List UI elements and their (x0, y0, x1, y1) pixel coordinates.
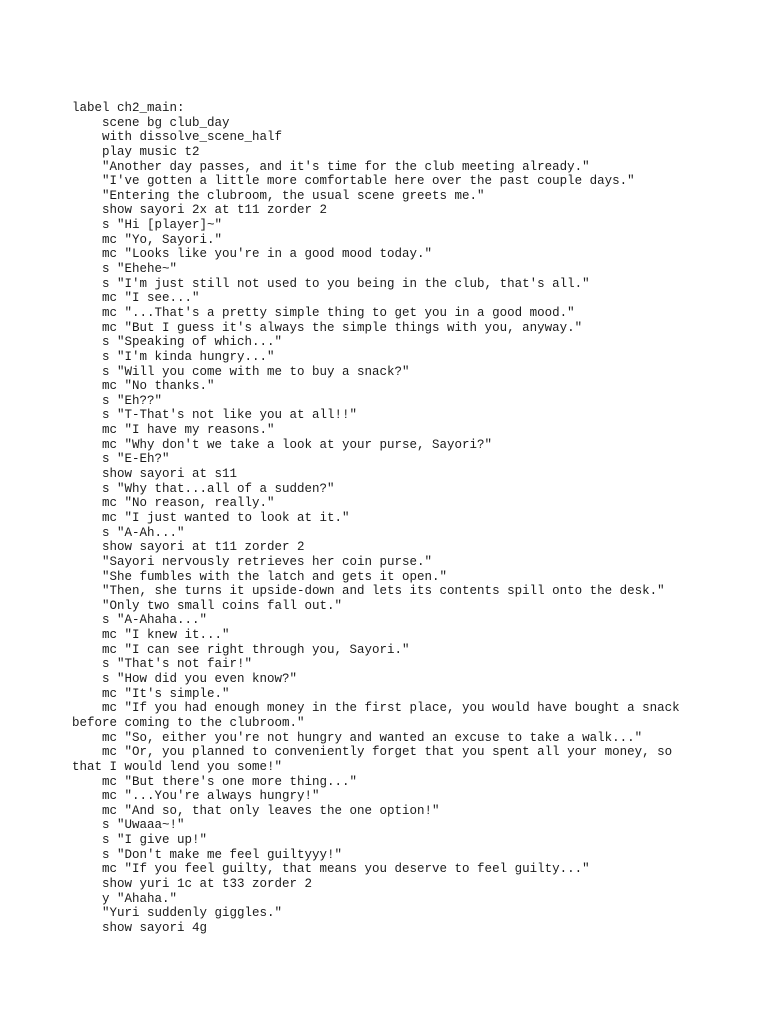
script-line: s "Uwaaa~!" (102, 818, 185, 833)
script-line: with dissolve_scene_half (102, 130, 283, 145)
script-line: s "How did you even know?" (102, 671, 298, 686)
script-line: mc "Or, you planned to conveniently forget that you spent all your money, so that I would lend you some!" (72, 745, 680, 774)
script-line: mc "And so, that only leaves the one option!" (102, 803, 440, 818)
script-line: s "E-Eh?" (102, 452, 170, 467)
script-line: mc "I can see right through you, Sayori." (102, 642, 410, 657)
script-line: s "Ehehe~" (102, 262, 178, 277)
script-line: show sayori 4g (102, 920, 208, 935)
script-line: s "I'm just still not used to you being in the club, that's all." (102, 276, 590, 291)
script-line: "Yuri suddenly giggles." (102, 906, 283, 921)
script-line: mc "But I guess it's always the simple things with you, anyway." (102, 320, 583, 335)
script-line: mc "...You're always hungry!" (102, 789, 320, 804)
script-line: mc "Why don't we take a look at your purse, Sayori?" (102, 437, 493, 452)
script-line: s "Speaking of which..." (102, 335, 283, 350)
script-line: mc "If you had enough money in the first place, you would have bought a snack before coming to the clubroom." (72, 701, 688, 730)
script-line: s "I'm kinda hungry..." (102, 349, 275, 364)
script-line: s "Why that...all of a sudden?" (102, 481, 335, 496)
script-line: "I've gotten a little more comfortable here over the past couple days." (102, 174, 635, 189)
script-line: s "A-Ah..." (102, 525, 185, 540)
script-label-line: label ch2_main: (72, 101, 185, 115)
script-line: mc "Yo, Sayori." (102, 232, 223, 247)
script-line: show yuri 1c at t33 zorder 2 (102, 877, 313, 892)
script-document (72, 101, 692, 936)
script-line: mc "But there's one more thing..." (102, 774, 358, 789)
script-line: s "A-Ahaha..." (102, 613, 208, 628)
script-line: s "Will you come with me to buy a snack?" (102, 364, 410, 379)
script-line: s "Don't make me feel guiltyyy!" (102, 847, 343, 862)
script-line: "Sayori nervously retrieves her coin purse." (102, 554, 433, 569)
script-line: s "That's not fair!" (102, 657, 253, 672)
script-line: "Then, she turns it upside-down and lets its contents spill onto the desk." (102, 584, 665, 599)
script-line: mc "It's simple." (102, 686, 230, 701)
script-line: "Another day passes, and it's time for the club meeting already." (102, 159, 590, 174)
script-line: mc "I have my reasons." (102, 423, 275, 438)
script-line: mc "I see..." (102, 291, 200, 306)
script-line: "Entering the clubroom, the usual scene greets me." (102, 188, 485, 203)
script-line: mc "Looks like you're in a good mood today." (102, 247, 433, 262)
script-line: s "T-That's not like you at all!!" (102, 408, 358, 423)
script-line: show sayori at s11 (102, 467, 238, 482)
script-line: mc "If you feel guilty, that means you deserve to feel guilty..." (102, 862, 590, 877)
script-line: mc "So, either you're not hungry and wanted an excuse to take a walk..." (102, 730, 643, 745)
script-line: "She fumbles with the latch and gets it open." (102, 569, 448, 584)
script-line: s "Hi [player]~" (102, 218, 223, 233)
script-line: "Only two small coins fall out." (102, 598, 343, 613)
script-line: mc "No thanks." (102, 379, 215, 394)
script-line: show sayori 2x at t11 zorder 2 (102, 203, 328, 218)
script-line: scene bg club_day (102, 115, 230, 130)
script-line: mc "No reason, really." (102, 496, 275, 511)
script-line: s "Eh??" (102, 393, 163, 408)
script-line: mc "I knew it..." (102, 628, 230, 643)
script-line: s "I give up!" (102, 833, 208, 848)
script-line: play music t2 (102, 144, 200, 159)
script-line: mc "...That's a pretty simple thing to get you in a good mood." (102, 305, 575, 320)
script-line: mc "I just wanted to look at it." (102, 510, 350, 525)
script-line: y "Ahaha." (102, 891, 178, 906)
script-line: show sayori at t11 zorder 2 (102, 540, 305, 555)
